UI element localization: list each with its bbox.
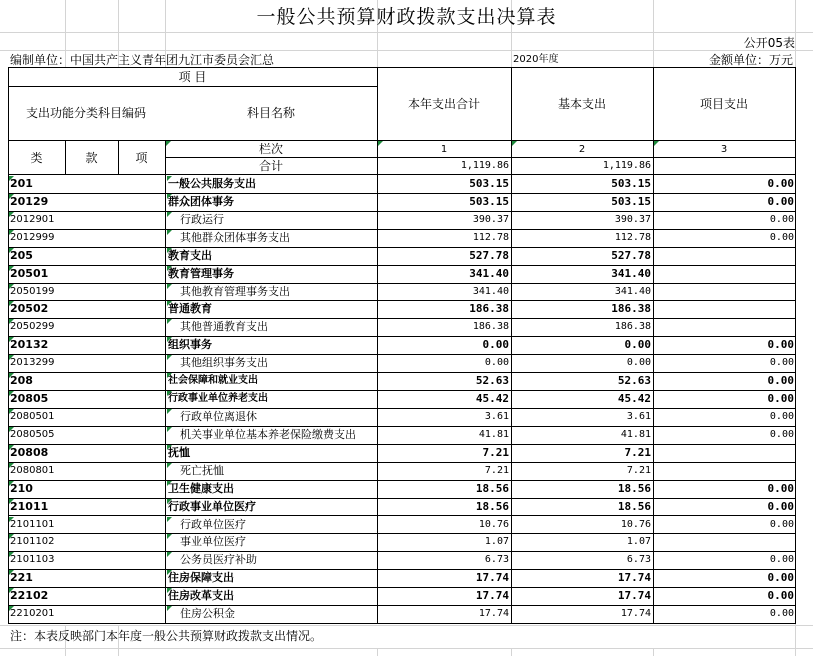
row-name: 住房改革支出 (168, 589, 234, 603)
cell-indicator (9, 337, 14, 342)
row-basic: 112.78 (614, 231, 651, 243)
row-code: 2080501 (10, 411, 55, 422)
row-total: 41.81 (478, 428, 509, 440)
row-name: 教育管理事务 (168, 266, 234, 280)
row-name: 行政单位医疗 (180, 517, 246, 531)
cell-indicator (167, 319, 172, 324)
page-title: 一般公共预算财政拨款支出决算表 (256, 6, 557, 28)
row-name: 其他组织事务支出 (180, 356, 268, 370)
row-lines (8, 194, 795, 624)
row-name: 教育支出 (168, 248, 212, 262)
row-total: 1.07 (484, 536, 509, 548)
row-name: 死亡抚恤 (180, 463, 224, 477)
footnote: 注：本表反映部门本年度一般公共预算财政拨款支出情况。 (10, 629, 323, 643)
unit-label: 金额单位：万元 (708, 53, 793, 67)
row-code: 20129 (10, 194, 49, 208)
row-basic: 503.15 (611, 177, 651, 190)
project-column-header: 项目支出 (699, 97, 748, 111)
row-name: 普通教育 (168, 302, 212, 316)
row-name: 抚恤 (168, 445, 190, 459)
cell-indicator (9, 606, 14, 611)
row-project: 0.00 (769, 357, 794, 369)
row-code: 20808 (10, 445, 49, 459)
row-project: 0.00 (767, 177, 794, 190)
row-basic: 503.15 (611, 194, 651, 208)
row-total: 18.56 (475, 499, 509, 513)
cell-indicator (167, 481, 172, 486)
organization-label: 编制单位：中国共产主义青年团九江市委员会汇总 (10, 53, 275, 67)
row-total: 186.38 (469, 302, 509, 316)
row-project: 0.00 (767, 338, 794, 352)
row-code: 2101101 (10, 518, 55, 530)
row-basic: 0.00 (624, 338, 651, 352)
sum-label: 合计 (258, 159, 283, 173)
row-total: 52.63 (475, 374, 509, 388)
row-basic: 45.42 (617, 392, 651, 405)
basic-column-header: 基本支出 (557, 97, 606, 111)
row-code: 2080801 (10, 464, 55, 476)
row-total: 7.21 (484, 464, 509, 476)
cell-indicator (167, 517, 172, 522)
total-column-header: 本年支出合计 (407, 97, 480, 111)
cell-indicator (167, 570, 172, 575)
row-code: 210 (10, 481, 33, 495)
row-basic: 390.37 (614, 213, 651, 225)
cell-indicator (9, 481, 14, 486)
cell-indicator (9, 373, 14, 378)
row-total: 6.73 (484, 554, 509, 566)
cell-indicator (167, 194, 172, 199)
row-total: 17.74 (478, 608, 509, 620)
row-basic: 18.56 (617, 499, 651, 513)
row-code: 20805 (10, 392, 49, 405)
row-basic: 0.00 (626, 357, 651, 369)
cell-indicator (9, 248, 14, 253)
row-code: 2210201 (10, 608, 55, 620)
cell-indicator (9, 194, 14, 199)
row-code: 221 (10, 571, 33, 585)
cell-indicator (9, 427, 14, 432)
cell-indicator (9, 176, 14, 181)
row-total: 7.21 (482, 445, 509, 459)
row-project: 0.00 (769, 213, 794, 225)
cell-indicator (167, 427, 172, 432)
category-header: 类 (30, 151, 43, 165)
row-code: 22102 (10, 589, 49, 603)
cell-indicator (9, 319, 14, 324)
row-name: 住房公积金 (180, 607, 235, 621)
cell-indicator (9, 266, 14, 271)
row-code: 21011 (10, 499, 49, 513)
cell-indicator (167, 355, 172, 360)
sum-basic-value: 1,119.86 (602, 160, 651, 171)
cell-indicator (167, 212, 172, 217)
row-code: 2050199 (10, 285, 55, 297)
row-name: 其他教育管理事务支出 (180, 284, 290, 298)
cell-indicator (167, 409, 172, 414)
row-project: 0.00 (767, 392, 794, 405)
row-total: 17.74 (475, 589, 509, 603)
cell-indicator (167, 373, 172, 378)
row-total: 341.40 (472, 285, 509, 297)
row-basic: 7.21 (626, 464, 651, 476)
row-basic: 10.76 (620, 518, 651, 530)
form-code: 公开05表 (743, 36, 795, 50)
row-total: 17.74 (475, 571, 509, 585)
row-code: 2013299 (10, 357, 55, 369)
cell-indicator (9, 355, 14, 360)
row-total: 45.42 (475, 392, 509, 405)
row-name: 公务员医疗补助 (180, 553, 257, 567)
row-code: 208 (10, 374, 33, 388)
item-header: 项 目 (178, 70, 207, 84)
cell-indicator (9, 301, 14, 306)
row-name: 事业单位医疗 (180, 535, 246, 549)
cell-indicator (9, 588, 14, 593)
cell-indicator (167, 266, 172, 271)
cell-indicator (167, 230, 172, 235)
cell-indicator (167, 606, 172, 611)
row-code: 2101102 (10, 536, 55, 548)
row-total: 0.00 (484, 357, 509, 369)
row-project: 0.00 (767, 571, 794, 585)
row-project: 0.00 (767, 374, 794, 388)
row-total: 18.56 (475, 481, 509, 495)
row-name: 其他普通教育支出 (180, 320, 268, 334)
row-name: 群众团体事务 (168, 194, 234, 208)
row-code: 20132 (10, 338, 49, 352)
row-project: 0.00 (769, 428, 794, 440)
row-name: 卫生健康支出 (168, 481, 234, 495)
row-basic: 18.56 (617, 481, 651, 495)
cell-indicator (167, 552, 172, 557)
row-total: 3.61 (484, 411, 509, 422)
row-code: 2012999 (10, 231, 55, 243)
row-name: 社会保障和就业支出 (168, 375, 258, 387)
column-number-3: 3 (720, 144, 728, 155)
row-basic: 341.40 (614, 285, 651, 297)
row-name: 其他群众团体事务支出 (180, 230, 290, 244)
column-number-label: 栏次 (258, 142, 283, 156)
row-code: 2101103 (10, 554, 55, 566)
row-total: 390.37 (472, 213, 509, 225)
row-total: 503.15 (469, 177, 509, 190)
row-project: 0.00 (769, 411, 794, 422)
row-project: 0.00 (769, 608, 794, 620)
row-project: 0.00 (767, 499, 794, 513)
name-column-header: 科目名称 (246, 106, 295, 120)
row-basic: 52.63 (617, 374, 651, 388)
cell-indicator (9, 463, 14, 468)
row-basic: 41.81 (620, 428, 651, 440)
sum-total-value: 1,119.86 (460, 160, 509, 171)
cell-indicator (167, 499, 172, 504)
row-code: 2050299 (10, 321, 55, 333)
row-project: 0.00 (769, 554, 794, 566)
row-name: 行政运行 (180, 212, 224, 226)
cell-indicator (167, 248, 172, 253)
row-code: 201 (10, 177, 33, 190)
cell-indicator (167, 588, 172, 593)
column-number-2: 2 (578, 144, 586, 155)
row-basic: 3.61 (626, 411, 651, 422)
row-project: 0.00 (767, 194, 794, 208)
row-total: 112.78 (472, 231, 509, 243)
row-code: 20502 (10, 302, 49, 316)
row-basic: 527.78 (611, 248, 651, 262)
row-basic: 341.40 (611, 266, 651, 280)
row-name: 行政事业单位医疗 (168, 499, 256, 513)
cell-indicator (9, 570, 14, 575)
cell-indicator (9, 409, 14, 414)
row-total: 10.76 (478, 518, 509, 530)
cell-indicator (9, 534, 14, 539)
cell-indicator (9, 445, 14, 450)
cell-indicator (167, 445, 172, 450)
row-total: 0.00 (482, 338, 509, 352)
cell-indicator (9, 391, 14, 396)
row-name: 机关事业单位基本养老保险缴费支出 (180, 427, 356, 441)
row-name: 组织事务 (168, 338, 212, 352)
row-total: 186.38 (472, 321, 509, 333)
row-code: 2012901 (10, 213, 55, 225)
row-project: 0.00 (769, 518, 794, 530)
cell-indicator (167, 337, 172, 342)
cell-indicator (9, 517, 14, 522)
row-basic: 17.74 (617, 589, 651, 603)
item-sub-header: 项 (135, 151, 148, 165)
row-total: 503.15 (469, 194, 509, 208)
cell-indicator (512, 141, 517, 146)
cell-indicator (9, 212, 14, 217)
cell-indicator (378, 141, 383, 146)
cell-indicator (9, 230, 14, 235)
cell-indicator (167, 391, 172, 396)
row-project: 0.00 (767, 589, 794, 603)
row-name: 一般公共服务支出 (168, 177, 256, 190)
cell-indicator (9, 552, 14, 557)
column-number-1: 1 (440, 144, 448, 155)
row-name: 行政单位离退休 (180, 410, 257, 423)
cell-indicator (167, 463, 172, 468)
fiscal-year: 2020年度 (513, 54, 559, 65)
cell-indicator (167, 284, 172, 289)
cell-indicator (167, 301, 172, 306)
row-code: 20501 (10, 266, 49, 280)
section-header: 款 (85, 151, 98, 165)
row-basic: 17.74 (617, 571, 651, 585)
row-code: 2080505 (10, 428, 55, 440)
cell-indicator (9, 284, 14, 289)
row-basic: 186.38 (614, 321, 651, 333)
row-name: 住房保障支出 (168, 571, 234, 585)
cell-indicator (9, 499, 14, 504)
row-basic: 6.73 (626, 554, 651, 566)
row-basic: 186.38 (611, 302, 651, 316)
row-total: 341.40 (469, 266, 509, 280)
row-basic: 7.21 (624, 445, 651, 459)
row-total: 527.78 (469, 248, 509, 262)
row-name: 行政事业单位养老支出 (168, 393, 268, 404)
row-project: 0.00 (769, 231, 794, 243)
row-code: 205 (10, 248, 33, 262)
row-basic: 17.74 (620, 608, 651, 620)
code-column-header: 支出功能分类科目编码 (26, 106, 147, 120)
row-project: 0.00 (767, 481, 794, 495)
cell-indicator (654, 141, 659, 146)
cell-indicator (166, 141, 171, 146)
cell-indicator (167, 534, 172, 539)
cell-indicator (167, 176, 172, 181)
row-basic: 1.07 (626, 536, 651, 548)
